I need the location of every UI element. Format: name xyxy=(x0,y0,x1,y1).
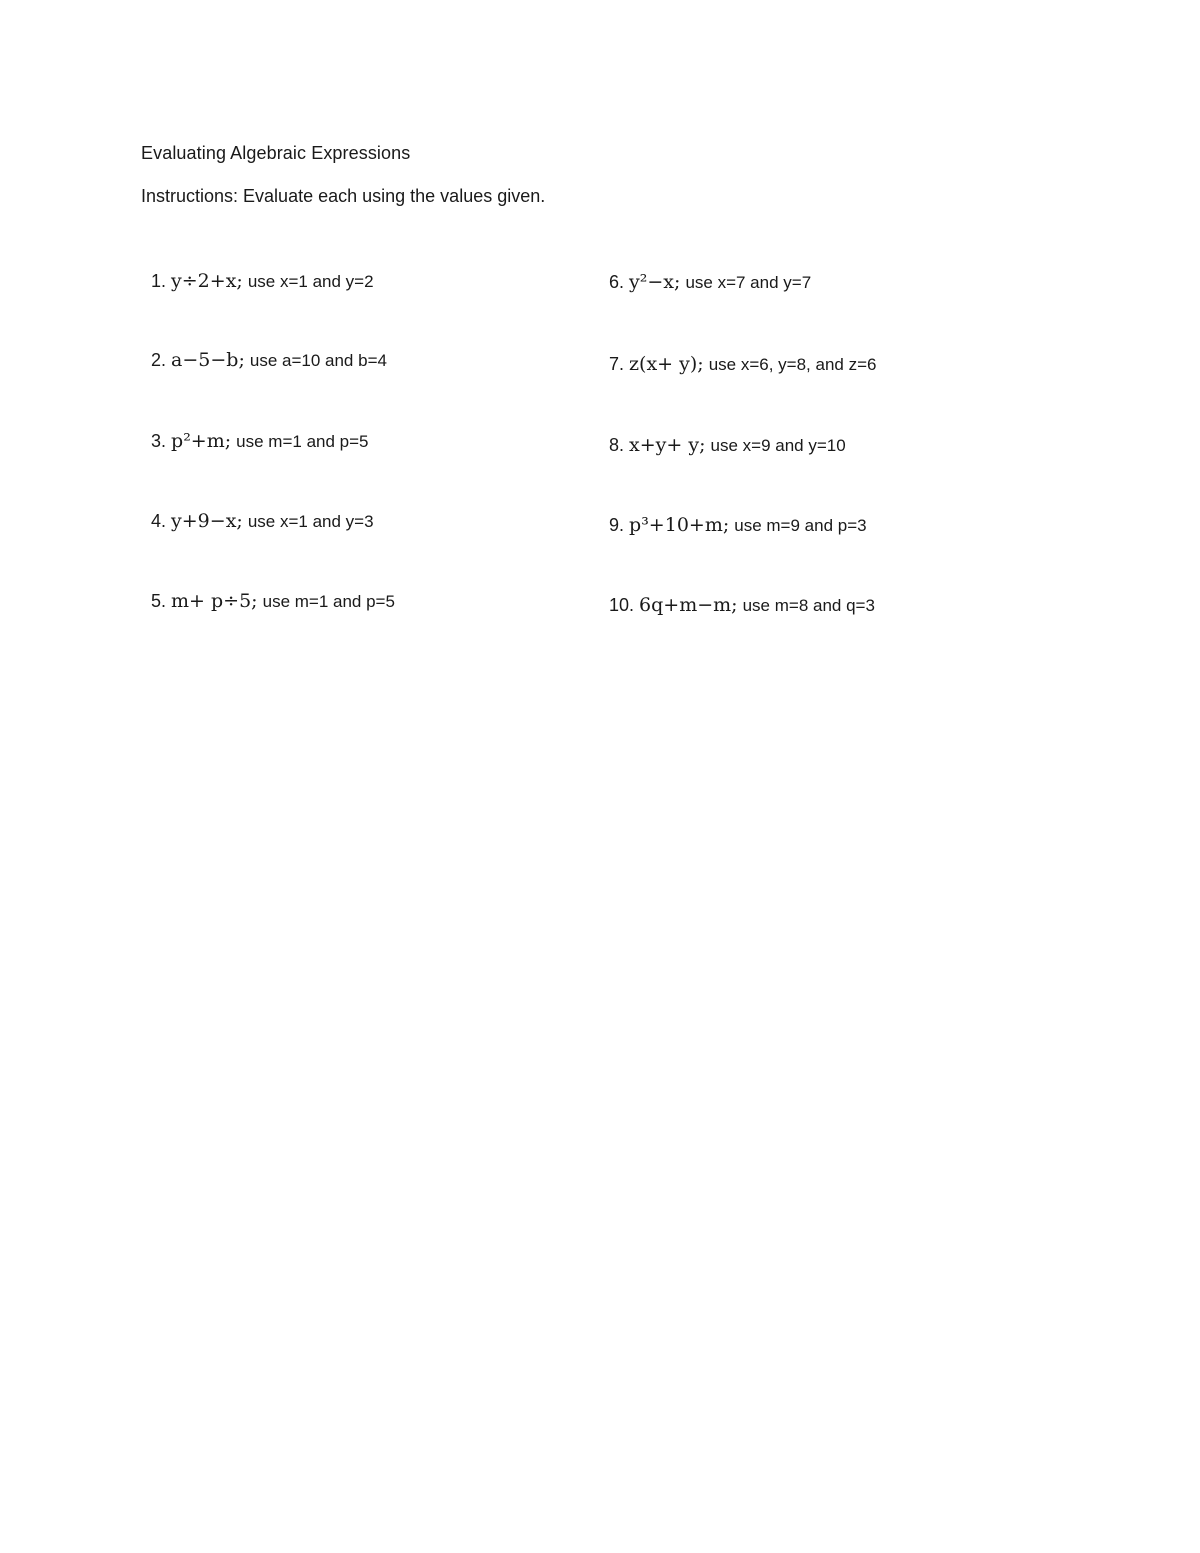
problem-instruction: use x=6, y=8, and z=6 xyxy=(708,355,877,374)
problem-instruction: use x=9 and y=10 xyxy=(710,436,846,455)
problem-4 xyxy=(151,508,374,535)
problem-number: 6. xyxy=(609,272,625,292)
problem-number: 5. xyxy=(151,591,167,611)
problem-number: 8. xyxy=(609,435,625,455)
problem-expression: z(x+ y); xyxy=(629,353,704,375)
problem-2 xyxy=(151,347,387,374)
problem-number: 3. xyxy=(151,431,167,451)
problem-1 xyxy=(151,268,374,295)
problem-6 xyxy=(609,269,811,296)
problem-number: 7. xyxy=(609,354,625,374)
problem-expression: a−5−b; xyxy=(171,349,245,371)
problem-instruction: use m=1 and p=5 xyxy=(262,592,395,611)
problem-expression: 6q+m−m; xyxy=(639,594,738,616)
problem-instruction: use x=7 and y=7 xyxy=(685,273,812,292)
problem-instruction: use x=1 and y=2 xyxy=(247,272,374,291)
problem-expression: p³+10+m; xyxy=(629,514,730,536)
problem-number: 2. xyxy=(151,350,167,370)
problem-number: 1. xyxy=(151,271,167,291)
problem-instruction: use m=8 and q=3 xyxy=(742,596,875,615)
problem-expression: x+y+ y; xyxy=(629,434,706,456)
problem-instruction: use m=1 and p=5 xyxy=(236,432,369,451)
problem-number: 10. xyxy=(609,595,635,615)
problem-number: 9. xyxy=(609,515,625,535)
problem-expression: y²−x; xyxy=(629,271,681,293)
problem-instruction: use x=1 and y=3 xyxy=(247,512,374,531)
problem-expression: m+ p÷5; xyxy=(171,590,258,612)
problem-number: 4. xyxy=(151,511,167,531)
problem-5 xyxy=(151,588,395,615)
problem-expression: p²+m; xyxy=(171,430,232,452)
problem-3 xyxy=(151,428,369,455)
problem-expression: y+9−x; xyxy=(171,510,243,532)
problem-expression: y÷2+x; xyxy=(171,270,243,292)
problem-instruction: use a=10 and b=4 xyxy=(249,351,387,370)
page-title: Evaluating Algebraic Expressions xyxy=(141,143,411,163)
problem-10 xyxy=(609,592,875,619)
problem-9 xyxy=(609,512,867,539)
problem-7 xyxy=(609,351,876,378)
problem-8 xyxy=(609,432,846,459)
instructions-text: Instructions: Evaluate each using the values given. xyxy=(141,186,546,206)
problem-instruction: use m=9 and p=3 xyxy=(734,516,867,535)
